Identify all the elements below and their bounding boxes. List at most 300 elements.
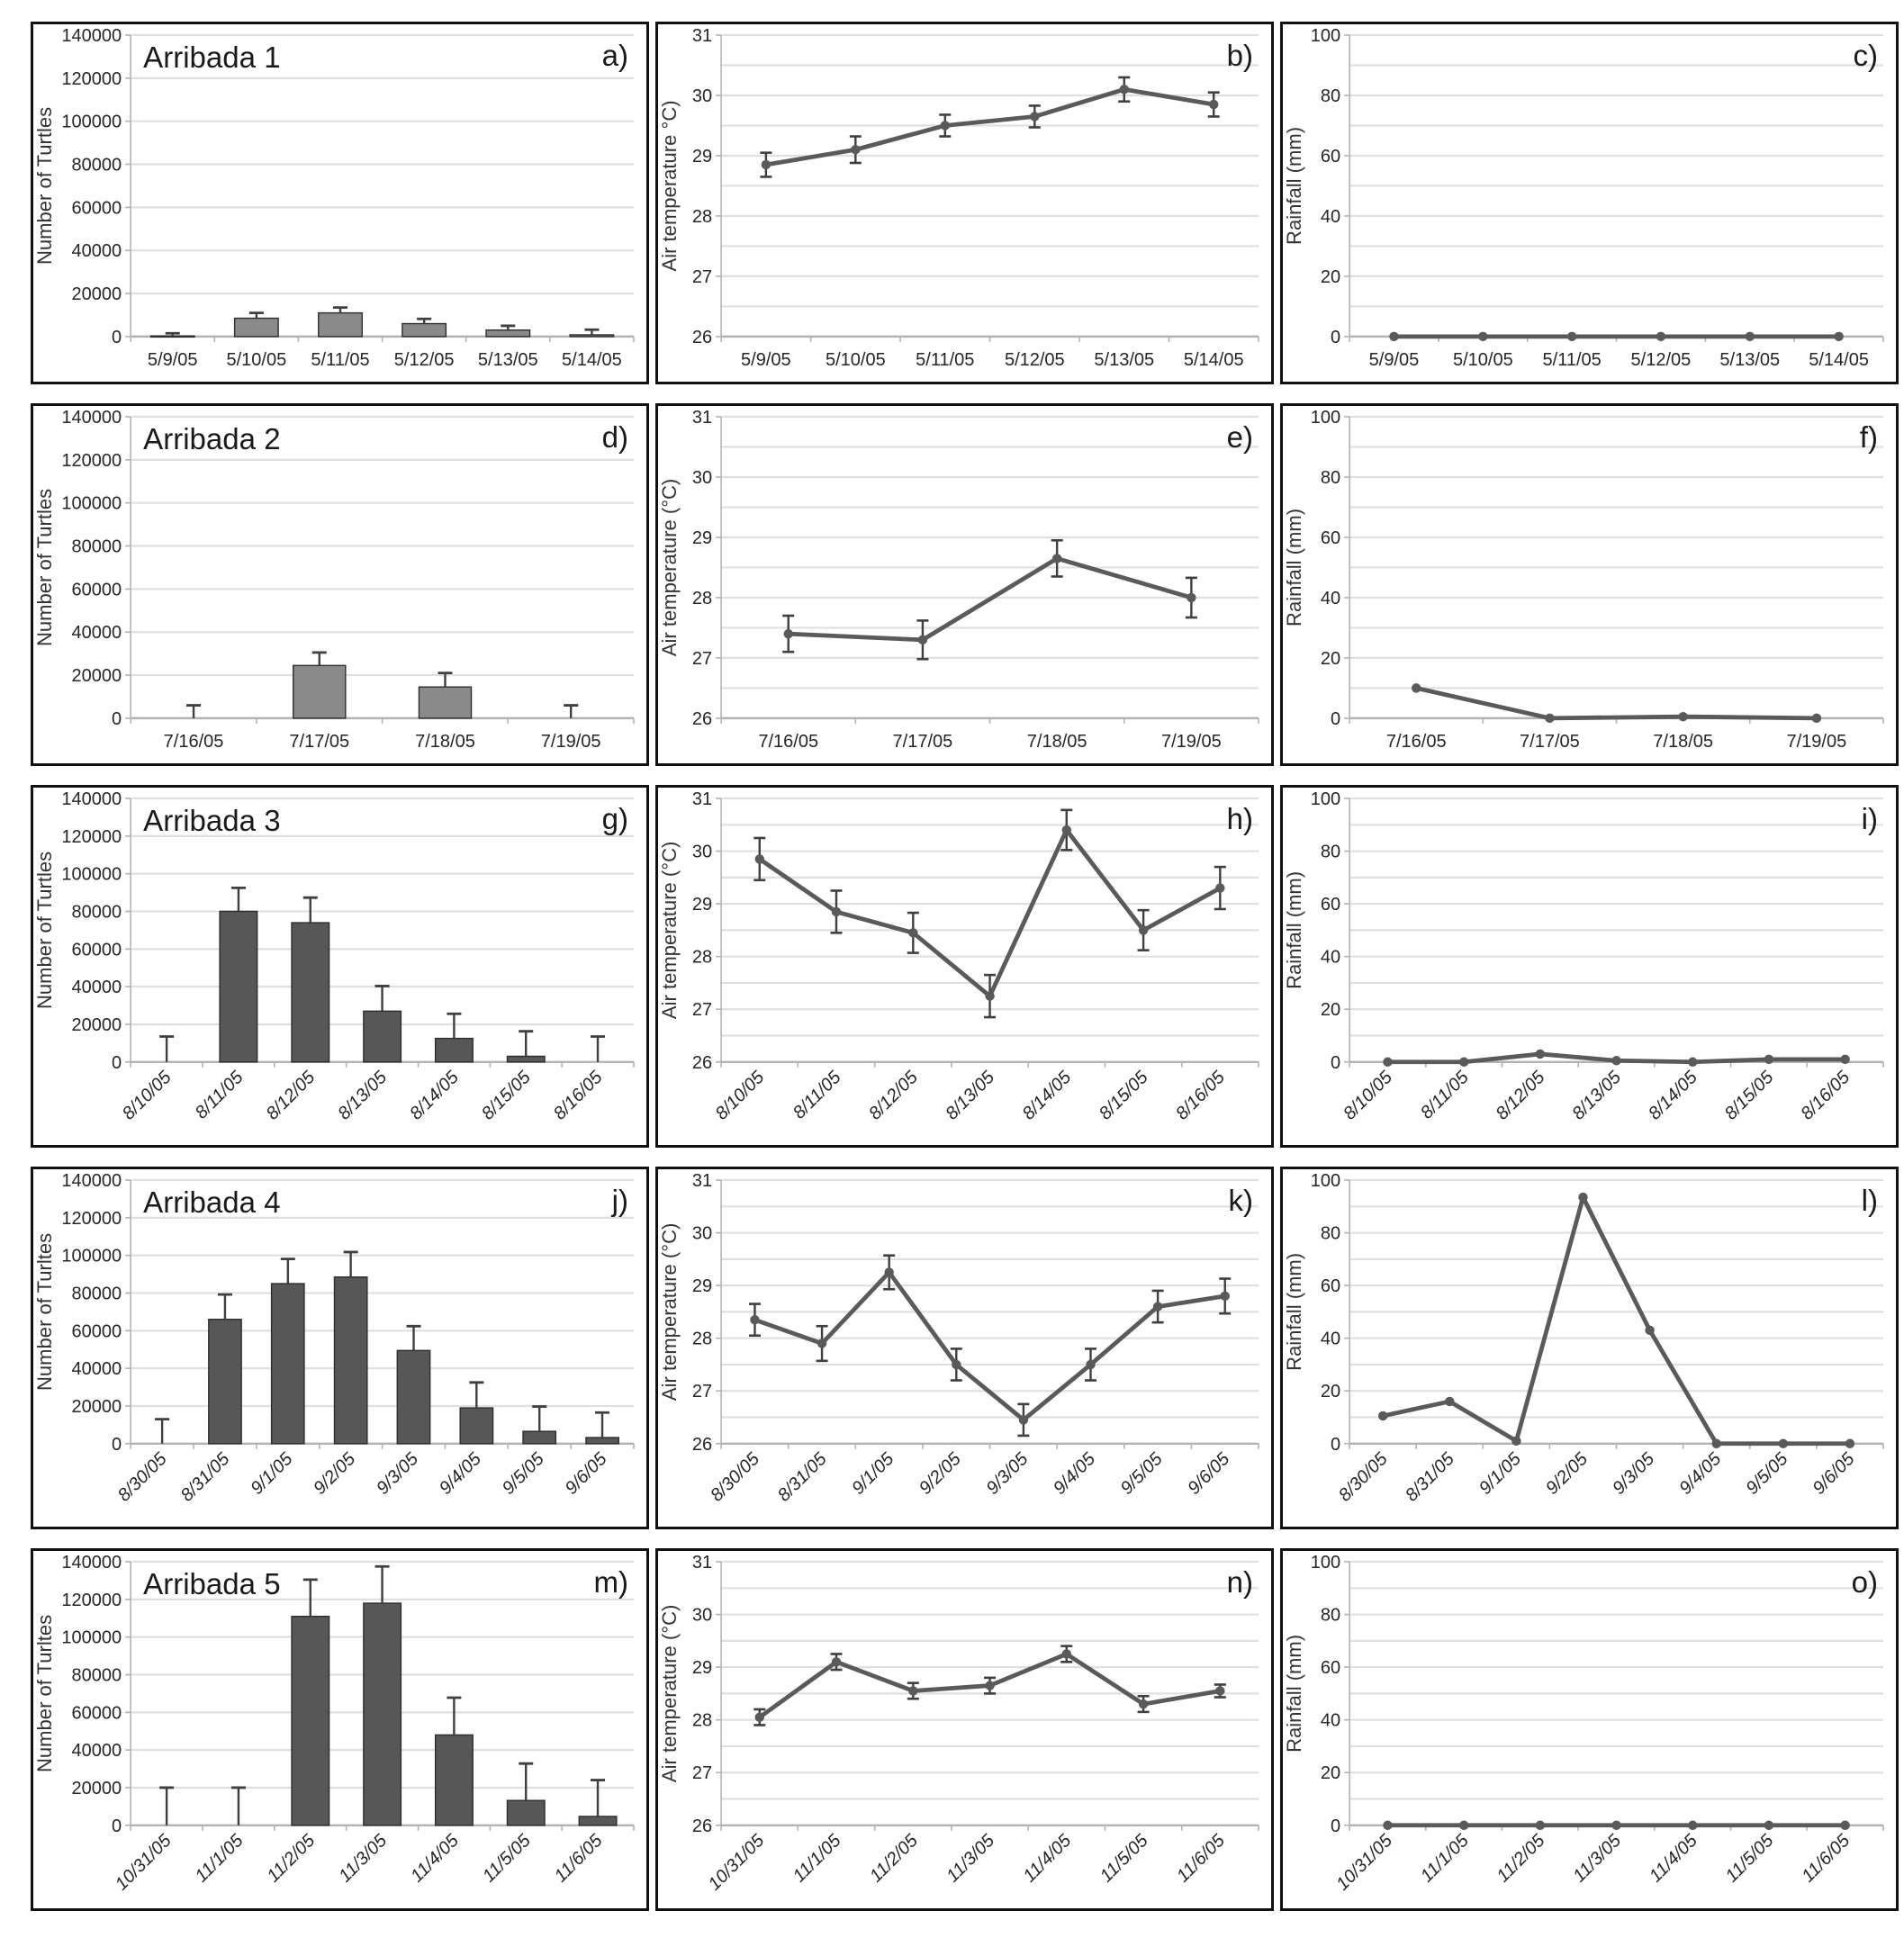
x-tick-label: 5/11/05	[1542, 349, 1602, 370]
bar	[292, 1617, 329, 1825]
y-axis-label: Rainfall (mm)	[1283, 1252, 1306, 1371]
y-tick-label: 100000	[61, 1627, 122, 1648]
panel-letter: o)	[1851, 1566, 1878, 1600]
data-point	[1845, 1439, 1854, 1448]
bar	[150, 336, 194, 337]
axes	[716, 35, 1259, 342]
axes	[1344, 35, 1883, 342]
data-point	[1779, 1439, 1788, 1448]
panel-k	[655, 1167, 1274, 1529]
data-point	[1840, 1055, 1849, 1064]
data-point	[1746, 332, 1755, 341]
error-bars	[186, 653, 578, 718]
panel-i	[1280, 785, 1899, 1148]
x-tick-label: 5/12/05	[1004, 349, 1065, 370]
x-tick-label: 9/4/05	[435, 1448, 485, 1499]
y-tick-label: 40	[1320, 1710, 1341, 1731]
chart-j-turtles-bar	[33, 1169, 646, 1527]
panel-b	[655, 22, 1274, 384]
x-tick-label: 8/12/05	[1492, 1067, 1549, 1124]
data-point	[1215, 883, 1224, 892]
y-axis-label: Number of Turltes	[33, 1614, 57, 1772]
x-tick-label: 8/12/05	[865, 1067, 922, 1124]
gridlines	[1349, 1562, 1883, 1798]
y-tick-label: 60	[1320, 1658, 1341, 1679]
y-tick-label: 30	[691, 86, 713, 107]
data-point	[1139, 925, 1148, 934]
x-tick-label: 7/18/05	[1653, 731, 1714, 752]
x-tick-labels	[148, 350, 622, 370]
x-tick-label: 11/3/05	[335, 1830, 392, 1887]
y-tick-label: 29	[691, 1276, 713, 1297]
x-tick-labels	[1332, 1830, 1854, 1894]
x-tick-labels	[1369, 350, 1869, 370]
x-tick-label: 9/1/05	[1475, 1448, 1525, 1499]
panel-f	[1280, 403, 1899, 766]
y-tick-label: 26	[691, 1052, 713, 1073]
y-tick-labels	[692, 789, 712, 1073]
x-tick-label: 11/4/05	[1646, 1830, 1701, 1887]
bar	[319, 313, 362, 337]
x-tick-label: 7/18/05	[1026, 731, 1087, 752]
bar	[523, 1431, 555, 1444]
line-markers	[1378, 1193, 1854, 1448]
y-tick-label: 30	[691, 842, 713, 862]
gridlines	[721, 35, 1259, 306]
bar	[292, 923, 329, 1062]
data-point	[1812, 714, 1821, 723]
y-tick-label: 31	[691, 26, 713, 47]
gridlines	[1349, 35, 1883, 306]
y-tick-labels	[1311, 26, 1340, 347]
y-tick-label: 0	[112, 1434, 122, 1455]
x-tick-label: 8/16/05	[549, 1067, 607, 1124]
y-tick-label: 100000	[61, 493, 122, 514]
y-axis-label: Rainfall (mm)	[1283, 870, 1306, 989]
y-tick-label: 0	[1330, 327, 1341, 347]
y-tick-labels	[1311, 789, 1340, 1073]
y-tick-label: 40	[1320, 1329, 1341, 1349]
x-tick-label: 8/10/05	[711, 1067, 769, 1124]
y-tick-label: 30	[691, 468, 713, 489]
data-point	[908, 1686, 917, 1695]
data-point	[1711, 1439, 1720, 1448]
axes	[1344, 1562, 1883, 1831]
x-tick-label: 9/4/05	[1675, 1448, 1726, 1499]
data-point	[1139, 1699, 1148, 1708]
x-tick-label: 5/9/05	[147, 349, 198, 370]
x-tick-label: 9/5/05	[1742, 1448, 1792, 1499]
data-point	[1688, 1058, 1697, 1067]
x-tick-label: 10/31/05	[112, 1830, 176, 1895]
data-point	[1052, 554, 1061, 563]
y-tick-label: 20	[1320, 266, 1341, 287]
data-point	[1086, 1360, 1095, 1369]
bar	[586, 1438, 618, 1444]
y-tick-label: 28	[691, 1710, 713, 1731]
gridlines	[1349, 1180, 1883, 1417]
y-tick-label: 100000	[61, 1246, 122, 1266]
y-tick-label: 60000	[71, 1321, 122, 1342]
y-tick-label: 80000	[71, 902, 122, 923]
x-tick-label: 9/3/05	[982, 1448, 1033, 1499]
x-tick-label: 9/6/05	[561, 1448, 611, 1499]
y-tick-label: 120000	[61, 450, 122, 471]
x-tick-label: 11/5/05	[479, 1830, 535, 1887]
panel-letter: k)	[1228, 1185, 1253, 1219]
line-series	[766, 89, 1214, 165]
x-tick-label: 9/6/05	[1184, 1448, 1234, 1499]
y-tick-label: 0	[1330, 1434, 1341, 1455]
error-bars	[166, 308, 600, 337]
x-tick-label: 5/11/05	[916, 349, 975, 370]
y-tick-label: 28	[691, 588, 713, 608]
axes	[716, 1180, 1259, 1449]
data-point	[1656, 332, 1665, 341]
data-point	[1478, 332, 1487, 341]
x-tick-label: 5/9/05	[741, 349, 791, 370]
y-tick-label: 27	[691, 648, 713, 669]
x-tick-label: 11/5/05	[1096, 1830, 1152, 1887]
data-point	[1389, 332, 1398, 341]
line-series	[1416, 688, 1817, 717]
data-point	[1611, 1056, 1620, 1065]
y-axis-label: Air temperature °C)	[658, 100, 681, 272]
y-tick-label: 80	[1320, 1605, 1341, 1626]
data-point	[941, 121, 950, 130]
y-tick-label: 100000	[61, 864, 122, 885]
data-point	[1378, 1411, 1387, 1420]
chart-e-temperature-line	[658, 406, 1271, 763]
x-tick-label: 8/13/05	[942, 1067, 999, 1124]
y-axis-label: Rainfall (mm)	[1283, 126, 1306, 245]
y-axis-label: Rainfall (mm)	[1283, 1634, 1306, 1753]
panel-a	[31, 22, 649, 384]
x-tick-label: 8/16/05	[1797, 1067, 1854, 1124]
panel-letter: e)	[1226, 421, 1253, 455]
chart-o-rainfall-line	[1283, 1551, 1896, 1908]
y-tick-label: 80000	[71, 155, 122, 176]
x-tick-label: 11/3/05	[943, 1830, 999, 1887]
bar	[209, 1320, 241, 1444]
x-tick-labels	[1340, 1067, 1854, 1123]
data-point	[851, 145, 860, 154]
y-tick-label: 40000	[71, 241, 122, 262]
data-point	[1764, 1055, 1773, 1064]
x-tick-label: 7/17/05	[1520, 731, 1580, 752]
panel-c	[1280, 22, 1899, 384]
line-series	[1383, 1197, 1850, 1444]
x-tick-label: 5/10/05	[825, 349, 886, 370]
y-tick-label: 60	[1320, 1276, 1341, 1297]
y-tick-label: 31	[691, 1171, 713, 1192]
x-tick-label: 11/2/05	[1493, 1830, 1549, 1887]
y-tick-label: 20	[1320, 1382, 1341, 1402]
x-tick-label: 5/11/05	[311, 349, 370, 370]
data-point	[1215, 1686, 1224, 1695]
panel-n	[655, 1548, 1274, 1911]
chart-f-rainfall-line	[1283, 406, 1896, 763]
y-tick-label: 20000	[71, 284, 122, 305]
data-point	[985, 991, 994, 1000]
panel-letter: l)	[1861, 1185, 1878, 1219]
data-point	[1062, 1649, 1071, 1658]
y-tick-label: 100	[1310, 1553, 1341, 1573]
panel-letter: i)	[1861, 803, 1878, 837]
y-tick-label: 120000	[61, 826, 122, 847]
x-tick-label: 7/19/05	[540, 731, 601, 752]
y-tick-label: 80	[1320, 842, 1341, 862]
chart-i-rainfall-line	[1283, 788, 1896, 1145]
x-tick-labels	[758, 732, 1221, 752]
y-tick-label: 20000	[71, 1778, 122, 1798]
y-tick-label: 26	[691, 708, 713, 729]
y-tick-label: 80	[1320, 468, 1341, 489]
x-tick-label: 8/31/05	[773, 1448, 831, 1506]
x-tick-label: 9/5/05	[498, 1448, 548, 1499]
y-axis-label: Air temperature (°C)	[658, 1604, 681, 1783]
panel-letter: a)	[601, 40, 628, 74]
line-markers	[755, 1649, 1225, 1722]
y-tick-label: 0	[112, 327, 122, 347]
chart-k-temperature-line	[658, 1169, 1271, 1527]
y-tick-label: 40	[1320, 588, 1341, 608]
x-tick-label: 5/14/05	[1183, 349, 1244, 370]
x-tick-label: 11/4/05	[1019, 1830, 1076, 1887]
data-point	[755, 854, 764, 863]
axes	[1344, 417, 1883, 724]
x-tick-label: 8/10/05	[118, 1067, 176, 1124]
y-tick-label: 31	[691, 408, 713, 428]
data-point	[1187, 593, 1196, 602]
x-tick-label: 8/16/05	[1172, 1067, 1229, 1124]
y-tick-label: 60000	[71, 940, 122, 960]
data-point	[832, 1657, 841, 1666]
y-tick-label: 20000	[71, 666, 122, 687]
data-point	[755, 1713, 764, 1722]
data-point	[1511, 1437, 1520, 1446]
axes	[125, 1180, 634, 1449]
data-point	[1019, 1415, 1028, 1424]
y-tick-label: 60000	[71, 198, 122, 219]
data-point	[1221, 1292, 1230, 1301]
y-tick-label: 140000	[61, 1553, 122, 1573]
y-tick-label: 60	[1320, 895, 1341, 915]
x-tick-label: 11/6/05	[550, 1830, 607, 1887]
data-point	[817, 1339, 826, 1348]
x-tick-label: 5/10/05	[226, 349, 287, 370]
y-tick-label: 0	[112, 1052, 122, 1073]
x-tick-label: 8/11/05	[1417, 1067, 1473, 1123]
y-tick-label: 140000	[61, 789, 122, 810]
x-tick-label: 9/2/05	[310, 1448, 360, 1499]
y-axis-label: Number of Turtles	[33, 106, 57, 266]
y-tick-labels	[1311, 1553, 1340, 1836]
y-tick-label: 60000	[71, 580, 122, 600]
y-tick-label: 100	[1310, 408, 1341, 428]
y-tick-label: 120000	[61, 68, 122, 89]
x-tick-label: 8/12/05	[262, 1067, 320, 1124]
y-axis-label: Number of Turltes	[33, 1232, 57, 1391]
x-tick-labels	[164, 732, 601, 752]
bar	[419, 687, 471, 718]
bar	[460, 1408, 492, 1444]
y-tick-label: 40000	[71, 1359, 122, 1380]
y-tick-label: 60	[1320, 146, 1341, 167]
y-tick-label: 20000	[71, 1396, 122, 1417]
x-tick-label: 7/16/05	[163, 731, 224, 752]
y-tick-label: 27	[691, 1000, 713, 1021]
data-point	[1834, 332, 1843, 341]
bar	[436, 1039, 474, 1062]
x-tick-label: 5/12/05	[393, 349, 455, 370]
panel-letter: d)	[601, 421, 628, 455]
x-tick-label: 8/30/05	[113, 1448, 171, 1506]
y-tick-labels	[61, 26, 122, 347]
x-tick-label: 8/30/05	[707, 1448, 764, 1506]
x-tick-label: 9/3/05	[373, 1448, 423, 1499]
x-tick-label: 8/10/05	[1340, 1067, 1397, 1124]
x-tick-labels	[741, 350, 1244, 370]
x-tick-label: 8/15/05	[478, 1067, 535, 1124]
bar	[402, 324, 446, 337]
x-tick-label: 11/1/05	[789, 1830, 845, 1887]
y-tick-label: 28	[691, 947, 713, 968]
y-tick-label: 80	[1320, 86, 1341, 107]
axes	[125, 35, 634, 342]
panel-title: Arribada 3	[143, 805, 281, 839]
chart-b-temperature-line	[658, 24, 1271, 382]
y-tick-label: 80000	[71, 1284, 122, 1304]
x-tick-label: 9/1/05	[848, 1448, 898, 1499]
y-tick-label: 28	[691, 1329, 713, 1349]
bar	[507, 1056, 545, 1061]
gridlines	[721, 417, 1259, 688]
bar	[235, 319, 278, 337]
data-point	[1209, 100, 1218, 109]
axes	[716, 417, 1259, 724]
y-tick-labels	[61, 408, 122, 729]
y-tick-label: 29	[691, 1658, 713, 1679]
y-tick-labels	[61, 789, 122, 1073]
panel-l	[1280, 1167, 1899, 1529]
bar	[293, 665, 346, 718]
data-point	[884, 1267, 893, 1276]
y-tick-label: 29	[691, 527, 713, 548]
x-tick-labels	[119, 1067, 607, 1123]
data-point	[1545, 714, 1554, 723]
x-tick-label: 9/1/05	[247, 1448, 297, 1499]
y-tick-label: 27	[691, 1763, 713, 1784]
data-point	[1459, 1821, 1468, 1830]
data-point	[1764, 1821, 1773, 1830]
x-tick-label: 11/6/05	[1798, 1830, 1854, 1887]
data-point	[1383, 1058, 1392, 1067]
panel-letter: n)	[1226, 1566, 1253, 1600]
bar	[397, 1350, 429, 1443]
panel-letter: c)	[1853, 40, 1878, 74]
x-tick-label: 9/6/05	[1809, 1448, 1859, 1499]
panel-letter: b)	[1226, 40, 1253, 74]
panel-d	[31, 403, 649, 766]
y-tick-label: 26	[691, 1434, 713, 1455]
x-tick-label: 8/15/05	[1095, 1067, 1152, 1124]
x-tick-label: 5/13/05	[1094, 349, 1155, 370]
x-tick-label: 9/2/05	[915, 1448, 965, 1499]
y-tick-label: 31	[691, 789, 713, 810]
x-tick-labels	[712, 1067, 1230, 1123]
bar	[486, 330, 529, 337]
panel-letter: f)	[1859, 421, 1878, 455]
bar	[334, 1277, 366, 1444]
y-tick-label: 0	[1330, 1052, 1341, 1073]
data-point	[1412, 683, 1421, 692]
x-tick-label: 7/16/05	[1385, 731, 1447, 752]
panel-letter: g)	[601, 803, 628, 837]
y-tick-label: 29	[691, 146, 713, 167]
data-point	[1645, 1326, 1654, 1335]
chart-a-turtles-bar	[33, 24, 646, 382]
data-point	[1567, 332, 1576, 341]
x-tick-label: 5/14/05	[562, 349, 622, 370]
data-point	[908, 928, 917, 937]
bars	[150, 313, 613, 338]
data-point	[1840, 1821, 1849, 1830]
x-tick-label: 10/31/05	[704, 1830, 769, 1895]
x-tick-label: 8/31/05	[176, 1448, 234, 1506]
data-point	[750, 1315, 759, 1324]
y-tick-labels	[692, 1171, 712, 1455]
x-tick-label: 9/3/05	[1609, 1448, 1659, 1499]
x-tick-label: 11/1/05	[191, 1830, 248, 1887]
x-tick-label: 8/31/05	[1402, 1448, 1458, 1506]
x-tick-label: 8/14/05	[1018, 1067, 1076, 1124]
data-point	[1120, 85, 1129, 94]
x-tick-label: 7/19/05	[1160, 731, 1222, 752]
data-point	[1030, 112, 1039, 121]
axes	[1344, 798, 1883, 1068]
x-tick-label: 9/4/05	[1050, 1448, 1100, 1499]
y-tick-label: 30	[691, 1223, 713, 1244]
y-tick-label: 0	[1330, 1816, 1341, 1836]
x-tick-label: 8/14/05	[1645, 1067, 1701, 1124]
panel-title: Arribada 5	[143, 1568, 281, 1602]
chart-c-rainfall-line	[1283, 24, 1896, 382]
y-tick-label: 40000	[71, 623, 122, 644]
y-tick-labels	[61, 1171, 122, 1455]
data-point	[1578, 1193, 1587, 1202]
panel-g	[31, 785, 649, 1148]
data-point	[1459, 1058, 1468, 1067]
data-point	[762, 160, 771, 169]
y-tick-label: 120000	[61, 1208, 122, 1229]
data-point	[918, 635, 927, 644]
x-tick-label: 5/12/05	[1630, 349, 1692, 370]
y-tick-label: 0	[1330, 708, 1341, 729]
y-axis-label: Number of Turtles	[33, 851, 57, 1009]
chart-d-turtles-bar	[33, 406, 646, 763]
y-tick-label: 60000	[71, 1703, 122, 1724]
x-tick-label: 9/5/05	[1116, 1448, 1167, 1499]
data-point	[1153, 1302, 1162, 1311]
x-tick-label: 8/30/05	[1334, 1448, 1392, 1506]
x-tick-label: 7/18/05	[415, 731, 475, 752]
x-tick-labels	[707, 1448, 1234, 1505]
y-axis-label: Rainfall (mm)	[1283, 508, 1306, 626]
bar	[436, 1735, 474, 1825]
y-tick-labels	[61, 1553, 122, 1836]
y-tick-label: 80000	[71, 536, 122, 557]
